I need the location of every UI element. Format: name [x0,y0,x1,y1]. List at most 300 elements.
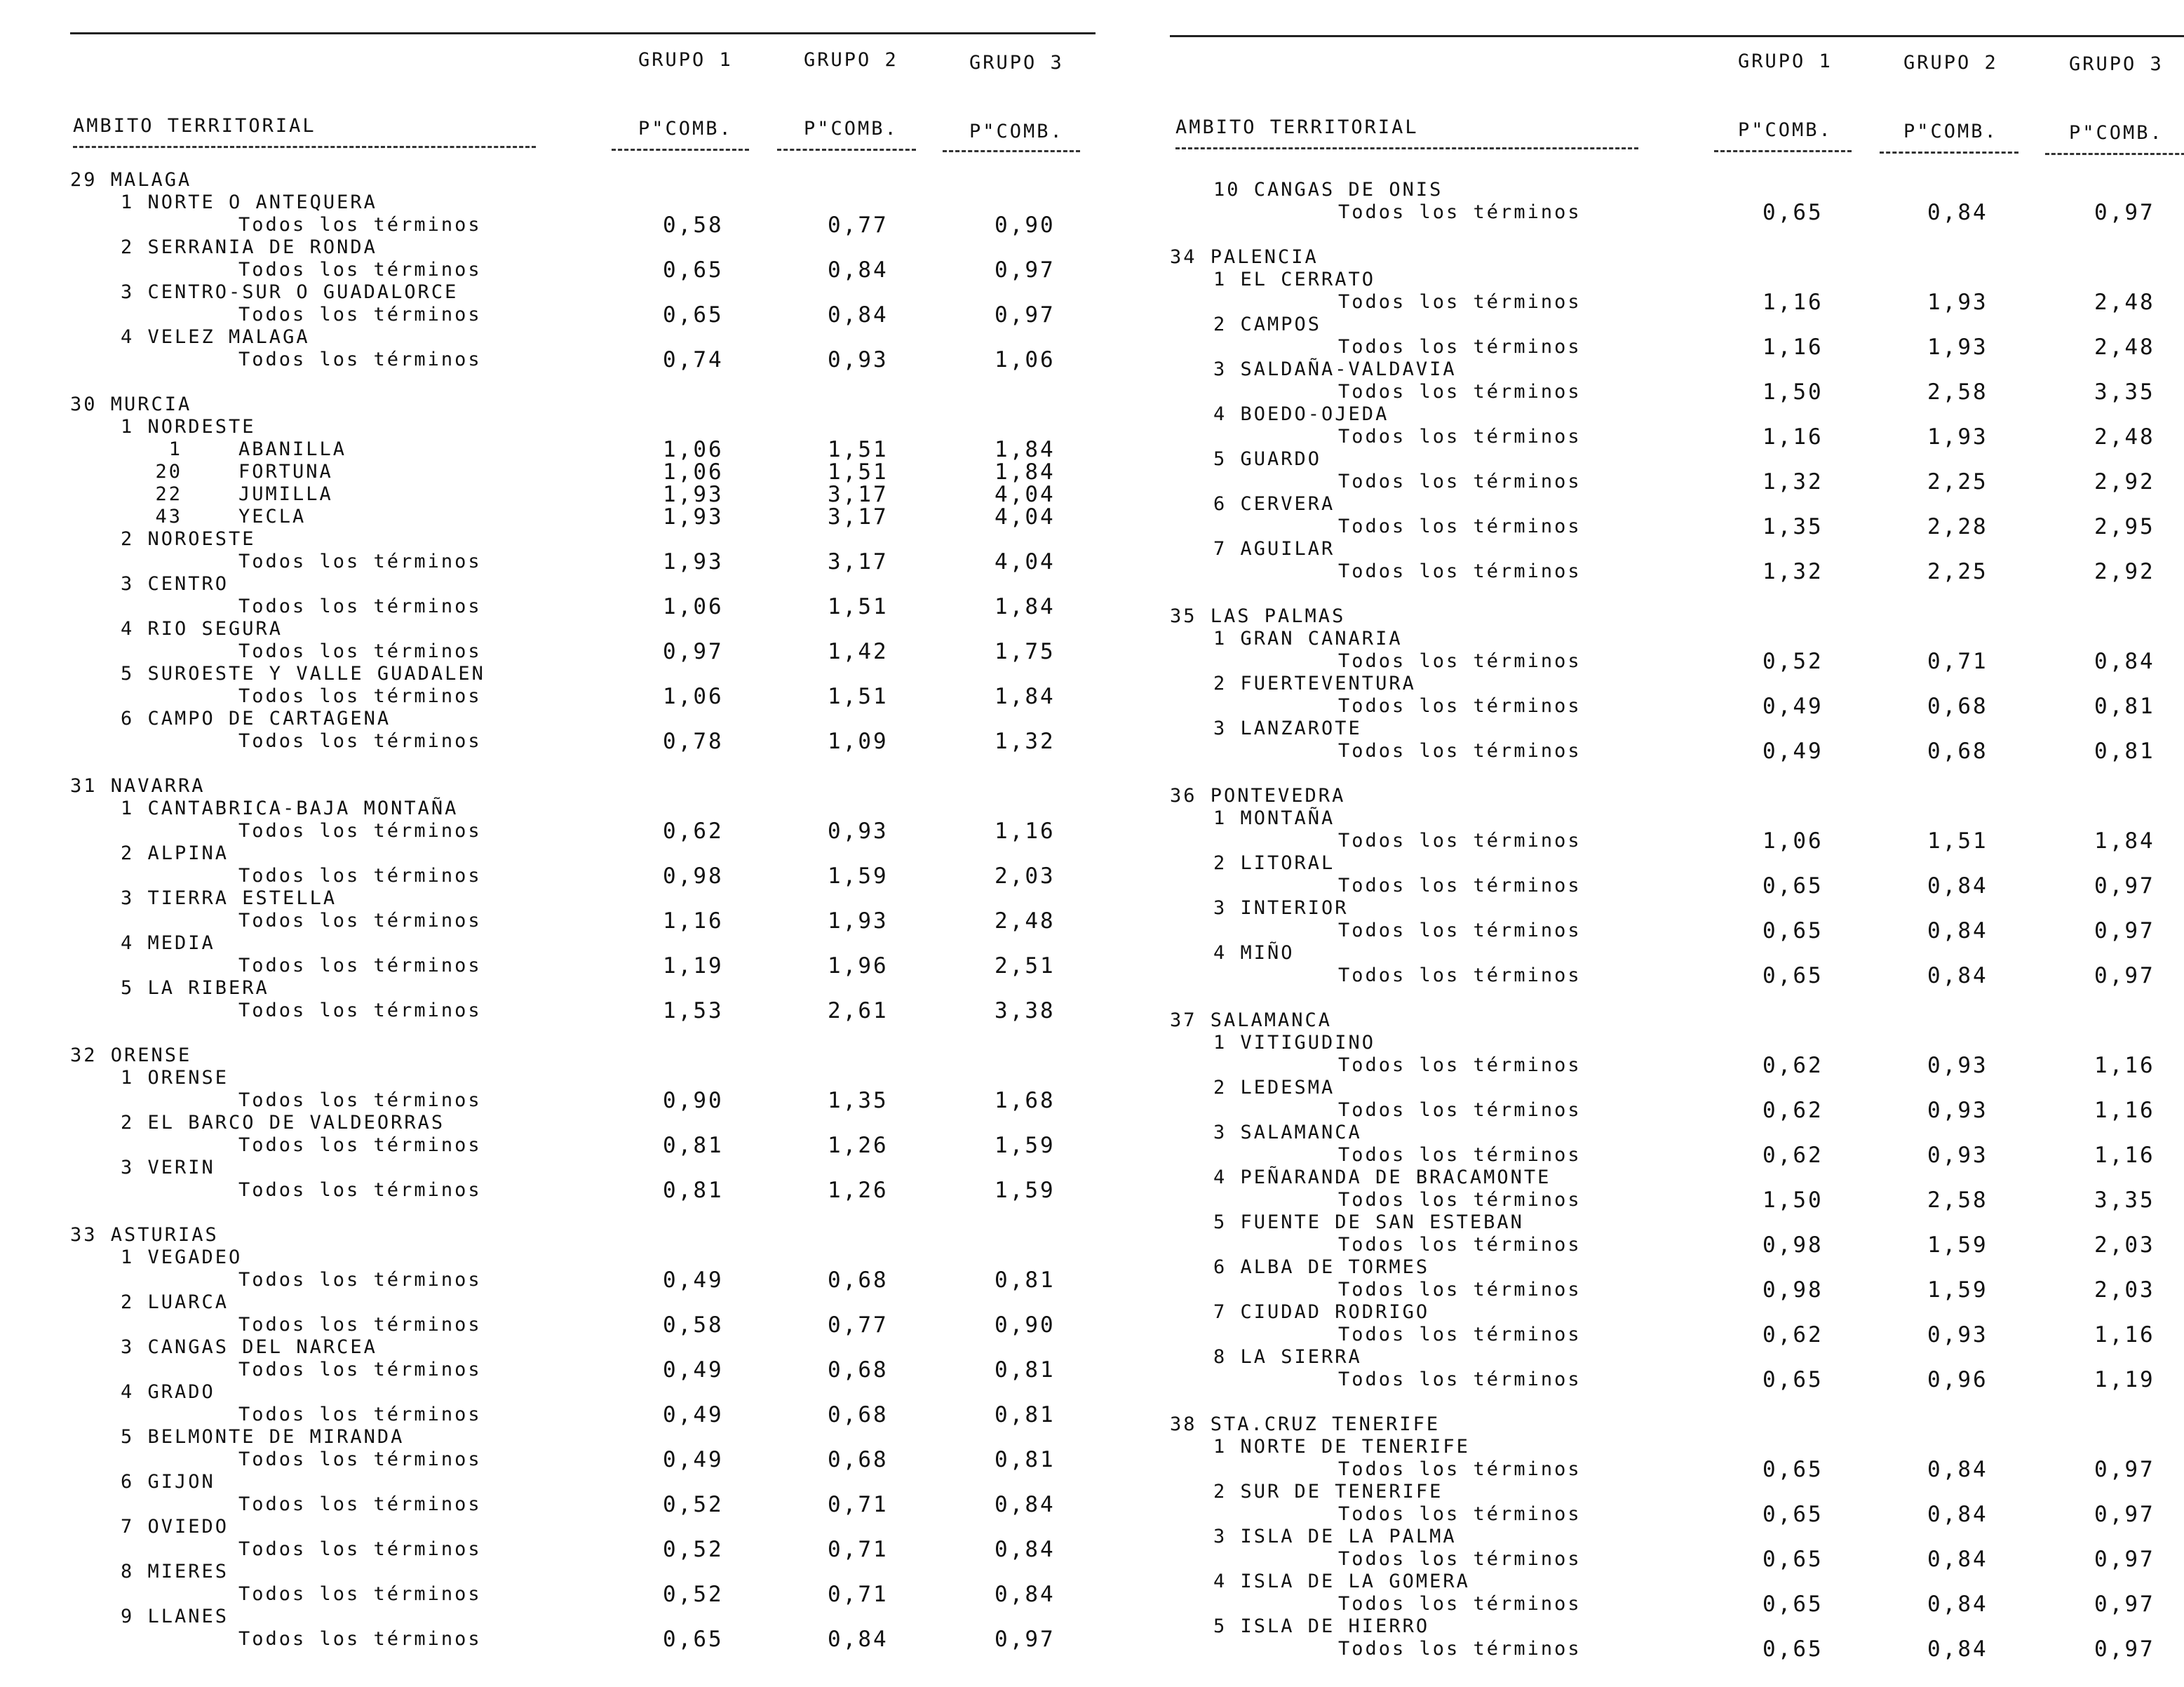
value-grupo-2: 0,84 [1927,918,1988,943]
terminos-label: Todos los términos [1338,830,1582,852]
header-underline [777,149,916,151]
terminos-label: Todos los términos [1338,875,1582,896]
value-grupo-2: 1,59 [828,863,889,889]
value-grupo-2: 2,28 [1927,514,1988,539]
header-grupo-2: GRUPO 2 [804,49,898,71]
terminos-label: Todos los términos [1338,1548,1582,1570]
comarca-name: 2 NOROESTE [121,528,256,550]
value-grupo-3: 2,48 [2094,290,2155,315]
terminos-label: Todos los términos [238,551,482,572]
value-grupo-3: 4,04 [995,504,1056,530]
province-name: 35 LAS PALMAS [1170,605,1346,627]
value-grupo-2: 0,93 [828,347,889,372]
right-page [1170,0,2184,1687]
terminos-label: Todos los términos [1338,1324,1582,1345]
value-grupo-1: 1,16 [1762,424,1824,450]
value-grupo-2: 0,93 [1927,1053,1988,1078]
value-grupo-2: 0,96 [1927,1367,1988,1392]
comarca-name: 2 ALPINA [121,842,229,864]
comarca-name: 2 LEDESMA [1213,1077,1335,1098]
comarca-name: 2 SERRANIA DE RONDA [121,236,377,258]
header-underline [1714,150,1852,152]
value-grupo-1: 0,65 [1762,1547,1824,1572]
value-grupo-2: 1,51 [828,437,889,462]
comarca-name: 1 NORTE O ANTEQUERA [121,191,377,213]
value-grupo-2: 1,96 [828,953,889,979]
value-grupo-2: 0,71 [1927,649,1988,674]
value-grupo-1: 1,35 [1762,514,1824,539]
header-ambito: AMBITO TERRITORIAL [73,115,316,137]
value-grupo-3: 0,81 [995,1447,1056,1472]
value-grupo-2: 3,17 [828,482,889,507]
comarca-name: 7 OVIEDO [121,1516,229,1538]
header-grupo-3: GRUPO 3 [969,52,1064,74]
value-grupo-1: 0,65 [1762,1457,1824,1482]
value-grupo-3: 0,97 [2094,918,2155,943]
value-grupo-3: 0,97 [995,1627,1056,1652]
terminos-label: Todos los términos [238,1628,482,1650]
value-grupo-1: 1,06 [663,459,724,485]
comarca-name: 5 ISLA DE HIERRO [1213,1615,1430,1637]
comarca-name: 1 VITIGUDINO [1213,1032,1376,1054]
terminos-label: Todos los términos [1338,516,1582,537]
value-grupo-3: 2,95 [2094,514,2155,539]
value-grupo-3: 0,97 [995,257,1056,283]
terminos-label: Todos los términos [238,1269,482,1291]
value-grupo-2: 0,68 [828,1447,889,1472]
terminos-label: Todos los términos [1338,1054,1582,1076]
value-grupo-1: 0,62 [1762,1143,1824,1168]
value-grupo-2: 1,51 [1927,828,1988,854]
terminos-label: Todos los términos [238,730,482,752]
value-grupo-1: 0,78 [663,729,724,754]
value-grupo-3: 0,81 [2094,739,2155,764]
comarca-name: 1 ORENSE [121,1067,229,1089]
value-grupo-3: 0,81 [995,1268,1056,1293]
terminos-label: Todos los términos [1338,1369,1582,1390]
comarca-name: 4 BOEDO-OJEDA [1213,403,1389,425]
comarca-name: 9 LLANES [121,1606,229,1627]
province-name: 32 ORENSE [70,1044,192,1066]
comarca-name: 1 MONTAÑA [1213,807,1335,829]
province-name: 33 ASTURIAS [70,1224,219,1246]
value-grupo-2: 0,84 [1927,1502,1988,1527]
value-grupo-1: 0,58 [663,213,724,238]
terminos-row [70,1000,1101,1045]
value-grupo-3: 1,16 [2094,1098,2155,1123]
value-grupo-2: 0,68 [828,1268,889,1293]
value-grupo-1: 0,90 [663,1088,724,1113]
header-pcomb-1: P"COMB. [638,118,733,140]
value-grupo-2: 1,35 [828,1088,889,1113]
value-grupo-3: 0,97 [2094,1592,2155,1617]
value-grupo-3: 2,92 [2094,469,2155,495]
province-name: 34 PALENCIA [1170,246,1319,268]
value-grupo-1: 0,52 [1762,649,1824,674]
header-grupo-1: GRUPO 1 [638,49,733,71]
terminos-label: Todos los términos [1338,1279,1582,1300]
value-grupo-3: 1,16 [995,819,1056,844]
municipio-name: ABANILLA [238,438,347,460]
header-underline [943,150,1080,152]
value-grupo-3: 0,97 [2094,1457,2155,1482]
header-underline [73,146,536,148]
value-grupo-1: 0,97 [663,639,724,664]
value-grupo-2: 1,51 [828,459,889,485]
terminos-row [1170,965,2184,1010]
value-grupo-3: 3,38 [995,998,1056,1023]
value-grupo-3: 1,84 [995,684,1056,709]
terminos-label: Todos los términos [238,1179,482,1201]
value-grupo-3: 0,84 [2094,649,2155,674]
value-grupo-2: 0,93 [1927,1143,1988,1168]
comarca-name: 10 CANGAS DE ONIS [1213,179,1443,201]
value-grupo-3: 2,48 [2094,335,2155,360]
value-grupo-2: 1,42 [828,639,889,664]
value-grupo-2: 3,17 [828,549,889,574]
value-grupo-3: 1,06 [995,347,1056,372]
value-grupo-1: 0,62 [1762,1098,1824,1123]
value-grupo-1: 1,16 [1762,290,1824,315]
value-grupo-1: 0,65 [1762,1367,1824,1392]
municipio-number: 20 [155,461,182,483]
comarca-name: 4 VELEZ MALAGA [121,326,310,348]
top-rule [70,32,1096,34]
terminos-label: Todos los términos [238,259,482,281]
comarca-name: 5 GUARDO [1213,448,1322,470]
terminos-label: Todos los términos [238,1493,482,1515]
comarca-name: 1 VEGADEO [121,1246,243,1268]
value-grupo-3: 0,90 [995,1312,1056,1338]
value-grupo-1: 1,93 [663,504,724,530]
value-grupo-2: 2,25 [1927,469,1988,495]
value-grupo-2: 0,68 [1927,694,1988,719]
value-grupo-1: 0,65 [663,302,724,328]
value-grupo-1: 0,49 [663,1402,724,1427]
value-grupo-2: 1,09 [828,729,889,754]
header-pcomb-2: P"COMB. [804,118,898,140]
value-grupo-3: 1,19 [2094,1367,2155,1392]
value-grupo-3: 0,81 [995,1402,1056,1427]
header-pcomb-3: P"COMB. [969,121,1064,142]
terminos-label: Todos los términos [238,596,482,617]
value-grupo-1: 0,98 [1762,1277,1824,1303]
municipio-name: JUMILLA [238,483,333,505]
province-name: 37 SALAMANCA [1170,1009,1333,1031]
value-grupo-2: 0,84 [1927,873,1988,899]
terminos-label: Todos los términos [238,820,482,842]
comarca-name: 7 CIUDAD RODRIGO [1213,1301,1430,1323]
terminos-row [1170,1636,2184,1683]
value-grupo-2: 0,84 [828,1627,889,1652]
province-name: 29 MALAGA [70,169,192,191]
value-grupo-2: 0,84 [1927,200,1988,225]
comarca-name: 4 GRADO [121,1381,215,1403]
terminos-label: Todos los términos [1338,1099,1582,1121]
comarca-name: 1 NORDESTE [121,416,256,438]
terminos-row [70,731,1101,776]
value-grupo-1: 0,49 [663,1268,724,1293]
terminos-label: Todos los términos [238,685,482,707]
value-grupo-2: 1,26 [828,1133,889,1158]
value-grupo-2: 1,59 [1927,1232,1988,1258]
value-grupo-1: 1,06 [663,684,724,709]
header-underline [612,149,749,151]
terminos-label: Todos los términos [238,865,482,887]
terminos-label: Todos los términos [238,1359,482,1380]
value-grupo-2: 0,93 [1927,1098,1988,1123]
header-grupo-2: GRUPO 2 [1903,52,1998,74]
comarca-name: 5 SUROESTE Y VALLE GUADALEN [121,663,485,685]
value-grupo-2: 0,68 [1927,739,1988,764]
value-grupo-1: 0,65 [1762,200,1824,225]
terminos-label: Todos los términos [1338,695,1582,717]
value-grupo-1: 0,81 [663,1133,724,1158]
value-grupo-3: 2,03 [2094,1277,2155,1303]
comarca-name: 1 NORTE DE TENERIFE [1213,1436,1470,1458]
value-grupo-1: 0,52 [663,1537,724,1562]
value-grupo-2: 0,84 [1927,1457,1988,1482]
value-grupo-2: 1,93 [1927,290,1988,315]
value-grupo-2: 1,26 [828,1178,889,1203]
terminos-label: Todos los términos [1338,1189,1582,1211]
value-grupo-1: 0,81 [663,1178,724,1203]
value-grupo-3: 0,81 [2094,694,2155,719]
value-grupo-2: 0,84 [1927,1636,1988,1662]
value-grupo-1: 1,06 [663,594,724,619]
value-grupo-3: 1,84 [995,459,1056,485]
value-grupo-3: 0,97 [2094,1547,2155,1572]
value-grupo-3: 0,81 [995,1357,1056,1383]
comarca-name: 2 FUERTEVENTURA [1213,673,1416,694]
value-grupo-2: 0,84 [828,302,889,328]
terminos-label: Todos los términos [238,349,482,370]
terminos-label: Todos los términos [238,1583,482,1605]
value-grupo-1: 1,16 [1762,335,1824,360]
comarca-name: 3 INTERIOR [1213,897,1349,919]
header-underline [1880,152,2018,154]
left-page [70,0,1101,1687]
value-grupo-1: 0,65 [1762,1636,1824,1662]
terminos-row [70,1629,1101,1674]
header-grupo-3: GRUPO 3 [2069,53,2164,75]
municipio-name: FORTUNA [238,461,333,483]
province-name: 31 NAVARRA [70,775,205,797]
value-grupo-2: 0,84 [1927,1592,1988,1617]
value-grupo-3: 4,04 [995,549,1056,574]
value-grupo-1: 1,19 [663,953,724,979]
header-pcomb-2: P"COMB. [1903,121,1998,142]
terminos-label: Todos los términos [1338,291,1582,313]
comarca-name: 3 VERIN [121,1157,215,1178]
value-grupo-2: 3,17 [828,504,889,530]
terminos-label: Todos los términos [1338,740,1582,762]
value-grupo-1: 0,98 [663,863,724,889]
header-pcomb-1: P"COMB. [1738,119,1833,141]
terminos-label: Todos los términos [1338,650,1582,672]
terminos-label: Todos los términos [1338,1638,1582,1660]
terminos-label: Todos los términos [1338,1144,1582,1166]
value-grupo-2: 0,68 [828,1357,889,1383]
value-grupo-1: 0,65 [1762,1592,1824,1617]
comarca-name: 3 TIERRA ESTELLA [121,887,337,909]
comarca-name: 3 CANGAS DEL NARCEA [121,1336,377,1358]
province-name: 36 PONTEVEDRA [1170,785,1346,807]
value-grupo-1: 0,65 [663,1627,724,1652]
value-grupo-2: 0,93 [1927,1322,1988,1347]
comarca-name: 6 CAMPO DE CARTAGENA [121,708,391,730]
value-grupo-1: 1,32 [1762,559,1824,584]
value-grupo-2: 0,71 [828,1492,889,1517]
comarca-name: 2 LITORAL [1213,852,1335,874]
comarca-name: 4 ISLA DE LA GOMERA [1213,1571,1470,1592]
value-grupo-3: 0,90 [995,213,1056,238]
terminos-label: Todos los términos [1338,471,1582,492]
comarca-name: 5 BELMONTE DE MIRANDA [121,1426,405,1448]
value-grupo-1: 1,06 [663,437,724,462]
terminos-label: Todos los términos [238,1000,482,1021]
value-grupo-3: 3,35 [2094,1188,2155,1213]
terminos-label: Todos los términos [238,1314,482,1336]
comarca-name: 6 GIJON [121,1471,215,1493]
terminos-label: Todos los términos [238,1449,482,1470]
comarca-name: 2 LUARCA [121,1291,229,1313]
terminos-label: Todos los términos [1338,1593,1582,1615]
value-grupo-1: 0,65 [1762,1502,1824,1527]
terminos-label: Todos los términos [238,1538,482,1560]
header-ambito: AMBITO TERRITORIAL [1175,116,1419,138]
value-grupo-1: 0,74 [663,347,724,372]
terminos-label: Todos los términos [1338,965,1582,986]
value-grupo-3: 4,04 [995,482,1056,507]
terminos-label: Todos los términos [1338,426,1582,448]
value-grupo-1: 1,93 [663,549,724,574]
terminos-label: Todos los términos [238,1404,482,1425]
terminos-row [1170,741,2184,786]
terminos-label: Todos los términos [238,304,482,325]
terminos-label: Todos los términos [1338,1458,1582,1480]
value-grupo-2: 1,59 [1927,1277,1988,1303]
terminos-label: Todos los términos [1338,560,1582,582]
value-grupo-3: 0,97 [995,302,1056,328]
value-grupo-3: 1,16 [2094,1053,2155,1078]
value-grupo-1: 0,49 [663,1357,724,1383]
comarca-name: 3 LANZAROTE [1213,718,1362,739]
header-underline [2045,153,2184,155]
comarca-name: 4 PEÑARANDA DE BRACAMONTE [1213,1167,1551,1188]
value-grupo-1: 0,52 [663,1492,724,1517]
value-grupo-3: 2,92 [2094,559,2155,584]
value-grupo-1: 1,50 [1762,379,1824,405]
municipio-number: 1 [168,438,182,460]
value-grupo-1: 0,65 [1762,963,1824,988]
header-underline [1175,147,1638,149]
value-grupo-3: 1,16 [2094,1143,2155,1168]
terminos-row [1170,1369,2184,1414]
value-grupo-2: 0,84 [1927,1547,1988,1572]
value-grupo-3: 0,97 [2094,200,2155,225]
value-grupo-3: 1,84 [995,437,1056,462]
value-grupo-3: 0,84 [995,1492,1056,1517]
value-grupo-1: 1,06 [1762,828,1824,854]
value-grupo-2: 0,93 [828,819,889,844]
terminos-row [70,349,1101,394]
comarca-name: 5 FUENTE DE SAN ESTEBAN [1213,1211,1524,1233]
value-grupo-3: 1,59 [995,1178,1056,1203]
value-grupo-3: 1,59 [995,1133,1056,1158]
value-grupo-2: 1,51 [828,684,889,709]
value-grupo-2: 0,77 [828,213,889,238]
value-grupo-3: 0,97 [2094,873,2155,899]
municipio-number: 43 [155,506,182,527]
value-grupo-1: 1,50 [1762,1188,1824,1213]
comarca-name: 8 MIERES [121,1561,229,1582]
terminos-label: Todos los términos [238,1134,482,1156]
value-grupo-3: 1,68 [995,1088,1056,1113]
terminos-label: Todos los términos [238,910,482,932]
terminos-label: Todos los términos [1338,1234,1582,1256]
value-grupo-3: 1,84 [995,594,1056,619]
value-grupo-3: 1,84 [2094,828,2155,854]
value-grupo-3: 0,97 [2094,1502,2155,1527]
comarca-name: 4 MIÑO [1213,942,1295,964]
comarca-name: 4 RIO SEGURA [121,618,283,640]
value-grupo-1: 0,49 [1762,694,1824,719]
terminos-label: Todos los términos [238,1089,482,1111]
comarca-name: 4 MEDIA [121,932,215,954]
value-grupo-2: 1,93 [828,908,889,934]
value-grupo-3: 2,03 [2094,1232,2155,1258]
value-grupo-2: 0,84 [1927,963,1988,988]
terminos-label: Todos los términos [238,214,482,236]
value-grupo-3: 2,51 [995,953,1056,979]
value-grupo-1: 0,62 [663,819,724,844]
comarca-name: 1 EL CERRATO [1213,269,1376,290]
terminos-label: Todos los términos [1338,381,1582,403]
terminos-label: Todos los términos [1338,920,1582,941]
value-grupo-3: 0,84 [995,1537,1056,1562]
comarca-name: 3 ISLA DE LA PALMA [1213,1526,1457,1547]
value-grupo-1: 1,16 [663,908,724,934]
value-grupo-1: 1,93 [663,482,724,507]
value-grupo-1: 0,49 [663,1447,724,1472]
terminos-label: Todos los términos [238,640,482,662]
value-grupo-3: 1,32 [995,729,1056,754]
comarca-name: 2 EL BARCO DE VALDEORRAS [121,1112,445,1134]
value-grupo-3: 2,03 [995,863,1056,889]
comarca-name: 8 LA SIERRA [1213,1346,1362,1368]
terminos-label: Todos los términos [1338,201,1582,223]
comarca-name: 6 ALBA DE TORMES [1213,1256,1430,1278]
value-grupo-2: 1,51 [828,594,889,619]
value-grupo-3: 3,35 [2094,379,2155,405]
terminos-label: Todos los términos [1338,336,1582,358]
value-grupo-2: 0,71 [828,1537,889,1562]
province-name: 30 MURCIA [70,394,192,415]
comarca-name: 3 CENTRO-SUR O GUADALORCE [121,281,459,303]
value-grupo-1: 0,58 [663,1312,724,1338]
value-grupo-2: 2,61 [828,998,889,1023]
value-grupo-3: 0,97 [2094,963,2155,988]
municipio-name: YECLA [238,506,306,527]
value-grupo-1: 1,32 [1762,469,1824,495]
comarca-name: 7 AGUILAR [1213,538,1335,560]
comarca-name: 3 SALAMANCA [1213,1122,1362,1143]
value-grupo-1: 0,65 [663,257,724,283]
header-pcomb-3: P"COMB. [2069,122,2164,144]
value-grupo-3: 2,48 [995,908,1056,934]
terminos-label: Todos los términos [238,955,482,976]
